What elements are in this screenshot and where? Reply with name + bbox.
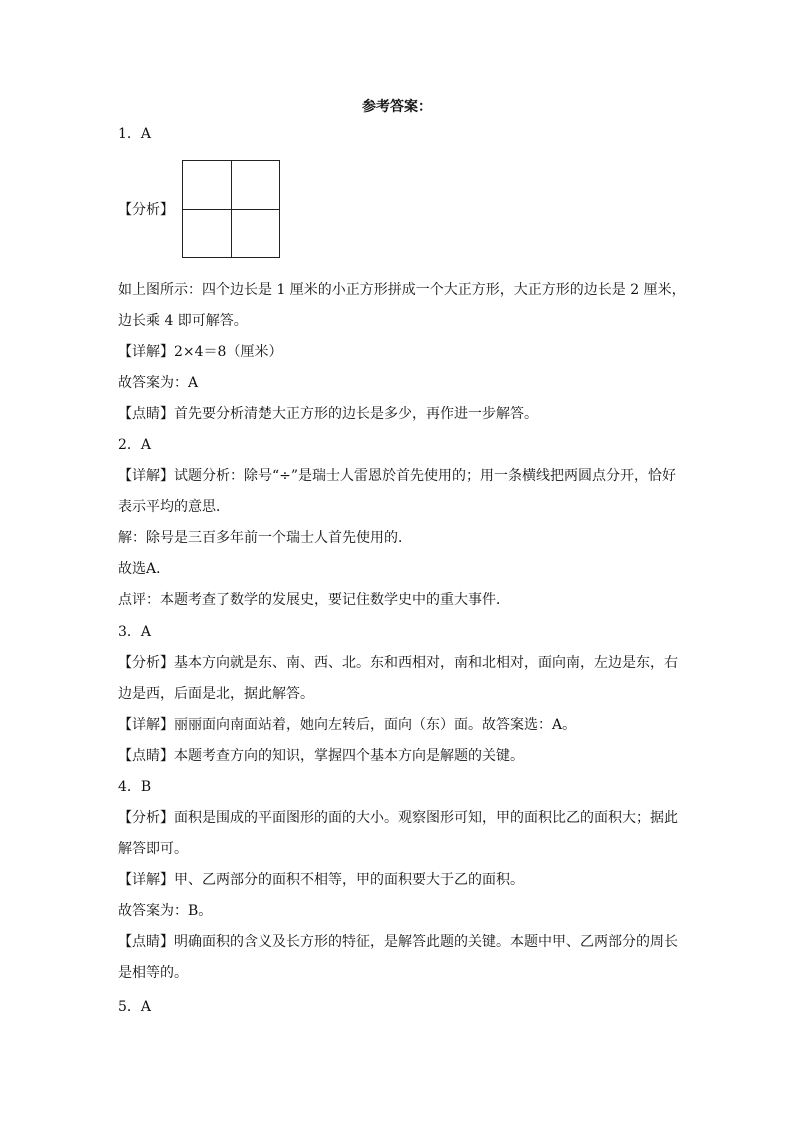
q1-comment: 【点睛】首先要分析清楚大正方形的边长是多少，再作进一步解答。	[118, 406, 538, 422]
q4-answer: 故答案为：B。	[118, 903, 213, 919]
q4-comment-line-1: 【点睛】明确面积的含义及长方形的特征，是解答此题的关键。本题中甲、乙两部分的周长	[118, 934, 678, 950]
q5-number: 5．A	[118, 999, 152, 1015]
q3-comment: 【点睛】本题考查方向的知识，掌握四个基本方向是解题的关键。	[118, 748, 524, 764]
q1-detail: 【详解】2×4＝8（厘米）	[118, 344, 283, 360]
q4-number: 4．B	[118, 779, 152, 795]
q3-analysis-line-2: 边是西，后面是北，据此解答。	[118, 686, 314, 702]
q4-comment-line-2: 是相等的。	[118, 965, 188, 981]
q3-detail: 【详解】丽丽面向南面站着，她向左转后，面向（东）面。故答案选：A。	[118, 717, 577, 733]
q2-answer: 故选A．	[118, 561, 171, 577]
q4-analysis-line-2: 解答即可。	[118, 841, 188, 857]
q1-number: 1．A	[118, 126, 152, 142]
square-grid-figure	[182, 160, 280, 258]
q2-detail-line-1: 【详解】试题分析：除号“÷”是瑞士人雷恩於首先使用的；用一条横线把两圆点分开，恰好	[118, 468, 677, 484]
q1-analysis-line-2: 边长乘 4 即可解答。	[118, 313, 248, 329]
grid-horizontal-line	[183, 209, 279, 210]
q2-number: 2．A	[118, 437, 152, 453]
q4-detail: 【详解】甲、乙两部分的面积不相等，甲的面积要大于乙的面积。	[118, 872, 524, 888]
q3-analysis-line-1: 【分析】基本方向就是东、南、西、北。东和西相对，南和北相对，面向南，左边是东，右	[118, 655, 678, 671]
q1-answer: 故答案为：A	[118, 375, 199, 391]
q2-comment: 点评：本题考查了数学的发展史，要记住数学史中的重大事件．	[118, 592, 510, 608]
q1-analysis-line-1: 如上图所示：四个边长是 1 厘米的小正方形拼成一个大正方形，大正方形的边长是 2 厘米，	[118, 282, 686, 298]
q1-analysis-tag: 【分析】	[118, 202, 174, 218]
q3-number: 3．A	[118, 624, 152, 640]
q4-analysis-line-1: 【分析】面积是围成的平面图形的面的大小。观察图形可知，甲的面积比乙的面积大；据此	[118, 810, 678, 826]
page-title: 参考答案：	[362, 99, 432, 115]
q2-detail-line-2: 表示平均的意思．	[118, 499, 230, 515]
q2-solution: 解：除号是三百多年前一个瑞士人首先使用的．	[118, 530, 412, 546]
